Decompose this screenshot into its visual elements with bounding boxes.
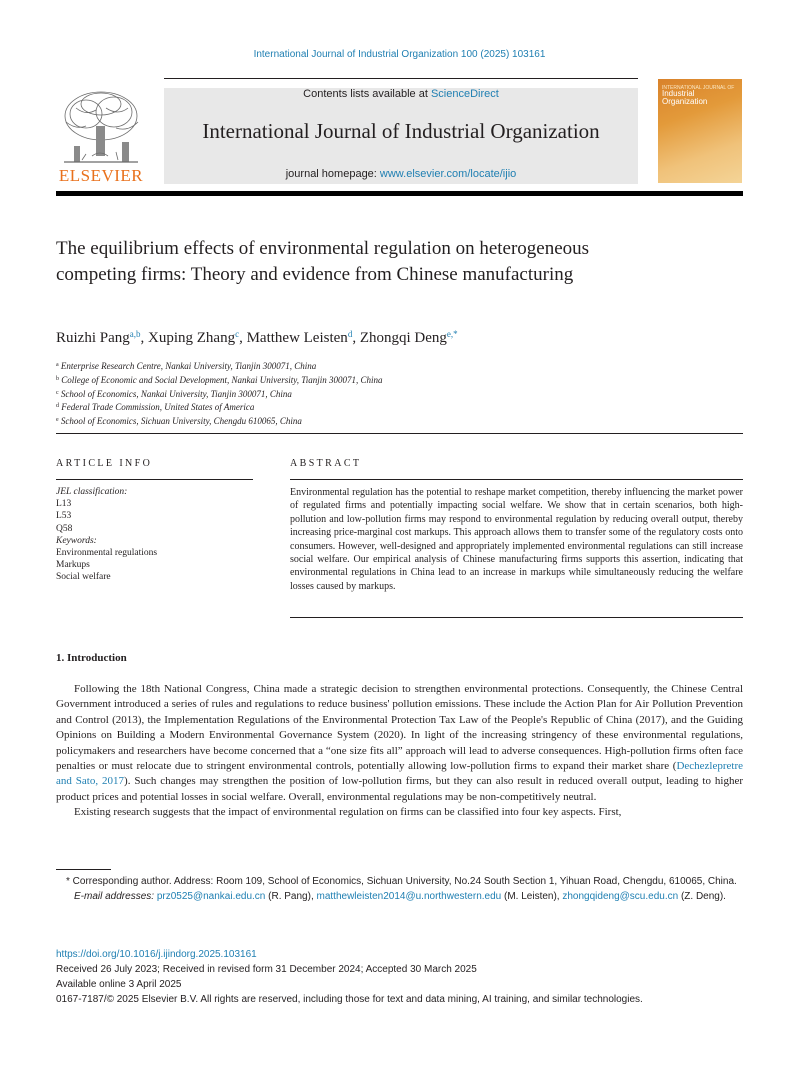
journal-title: International Journal of Industrial Organization — [202, 119, 600, 143]
author-name[interactable]: Ruizhi Pang — [56, 330, 130, 346]
journal-cover-thumbnail[interactable] — [658, 79, 742, 183]
affiliation-item — [56, 359, 743, 373]
contents-prefix: Contents lists available at — [303, 88, 431, 100]
keyword: Environmental regulations — [56, 548, 158, 559]
abstract-bottom-rule — [290, 617, 743, 618]
footnotes — [56, 874, 743, 904]
header-thick-rule — [56, 191, 743, 196]
article-info-rule — [56, 479, 253, 480]
affiliation-item — [56, 373, 743, 387]
author-affiliation-marker[interactable]: c — [235, 329, 240, 339]
homepage-link[interactable]: www.elsevier.com/locate/ijio — [379, 168, 517, 180]
jel-code: L13 — [56, 499, 72, 510]
keywords-label: Keywords: — [56, 535, 97, 546]
affiliation-key: d — [56, 403, 59, 410]
sciencedirect-link[interactable]: ScienceDirect — [430, 88, 499, 100]
paragraph: Existing research suggests that the impact of environmental regulation on firms can be classified into four key aspects. First, — [74, 806, 622, 819]
section-divider — [56, 433, 743, 434]
article-title: The equilibrium effects of environmental regulation on heterogeneous competing firms: Theory and evidence from Chinese manufacturing — [56, 238, 590, 285]
abstract-heading: ABSTRACT — [290, 458, 362, 469]
affiliation-item — [56, 387, 743, 401]
affiliation-key: c — [56, 389, 59, 396]
email-link[interactable]: prz0525@nankai.edu.cn — [156, 891, 266, 902]
jel-code: Q58 — [56, 523, 73, 534]
affiliation-key: b — [56, 375, 59, 382]
article-footer — [56, 947, 743, 1007]
abstract-rule — [290, 479, 743, 480]
jel-code: L53 — [56, 511, 72, 522]
email-link[interactable]: zhongqideng@scu.edu.cn — [562, 891, 679, 902]
author-affiliation-marker[interactable]: e,* — [446, 329, 458, 339]
online-date: Available online 3 April 2025 — [56, 979, 182, 990]
cover-title-text: Industrial Organization — [662, 89, 708, 106]
email-owner: (M. Leisten), — [501, 891, 563, 902]
affiliation-text: School of Economics, Sichuan University, Chengdu 610065, China — [60, 416, 302, 427]
affiliations — [56, 359, 743, 428]
journal-citation[interactable]: International Journal of Industrial Organization 100 (2025) 103161 — [253, 49, 546, 60]
footnote-rule — [56, 869, 111, 870]
affiliation-text: School of Economics, Nankai University, Tianjin 300071, China — [60, 388, 292, 399]
email-label: E-mail addresses: — [74, 891, 155, 902]
article-info-block — [56, 486, 256, 584]
author-affiliation-marker[interactable]: a,b — [129, 329, 141, 339]
affiliation-text: College of Economic and Social Development, Nankai University, Tianjin 300071, China — [61, 374, 383, 385]
keyword: Markups — [56, 560, 90, 571]
journal-homepage — [164, 168, 638, 180]
affiliation-item — [56, 414, 743, 428]
affiliation-text: Enterprise Research Centre, Nankai University, Tianjin 300071, China — [60, 361, 317, 371]
copyright-notice: 0167-7187/© 2025 Elsevier B.V. All rights are reserved, including those for text and data mining, AI training, and similar technologies. — [56, 994, 643, 1005]
article-info-heading: ARTICLE INFO — [56, 458, 153, 469]
header-rule — [164, 78, 638, 79]
paragraph — [56, 682, 743, 805]
author-list: Ruizhi Pang$^{a,b}$, Xuping Zhang$^c$, Matthew Leisten$^d$, Zhongqi Deng$^{e,*}$ — [56, 329, 458, 346]
publisher-wordmark: ELSEVIER — [58, 166, 144, 185]
affiliation-item — [56, 400, 743, 414]
received-dates: Received 26 July 2023; Received in revised form 31 December 2024; Accepted 30 March 2025 — [56, 964, 477, 975]
affiliation-key: a — [56, 362, 59, 368]
doi-link[interactable]: https://doi.org/10.1016/j.ijindorg.2025.103161 — [56, 949, 257, 960]
abstract-text: Environmental regulation has the potential to reshape market competition, thereby influencing the market power of regulated firms and potentially impacting social welfare. We show that in certain scenarios, both high-pollution and low-pollution firms may respond to environmental regulation by reducing overall output, thereby increasing price-marginal cost markups. This approach allows them to transfer some of the regulatory costs onto consumers. However, well-designed and appropriately implemented environmental regulations can still increase social welfare. Our empirical analysis of Chinese manufacturing firms supports this assertion, indicating that environmental regulations in China lead to an increase in markups while simultaneously reducing the welfare losses caused by markups. — [290, 487, 743, 592]
email-link[interactable]: matthewleisten2014@u.northwestern.edu — [316, 891, 502, 902]
paragraph-text: Following the 18th National Congress, China made a strategic decision to strengthen environmental protections. Consequently, the Chinese Central Government introduced a series of rules and regulations to reduce business' pollution emissions. These include the Action Plan for Air Pollution Prevention and Control (2013), the Implementation Regulations of the Environmental Protection Tax Law of the People's Republic of China (2017), and the Guiding Opinions on Building a Modern Environmental Governance System (2020). In light of the increasing stringency of these environmental regulations, policymakers and researchers have become concerned that a “one size fits all” approach will lead to adverse consequences. High-pollution firms often face penalties or must relocate due to stringent environmental controls, potentially allowing low-pollution firms to expand their market share ( — [56, 683, 743, 773]
email-owner: (Z. Deng). — [678, 891, 726, 902]
section-heading-introduction: 1. Introduction — [56, 652, 127, 664]
email-addresses — [56, 889, 743, 904]
introduction-body — [56, 682, 743, 821]
author-name[interactable]: Zhongqi Deng — [359, 330, 447, 346]
contents-line — [164, 88, 638, 100]
homepage-prefix: journal homepage: — [285, 168, 380, 180]
affiliation-key: e — [56, 417, 59, 424]
keyword: Social welfare — [56, 572, 111, 583]
author-name[interactable]: Matthew Leisten — [246, 330, 348, 346]
corresponding-author-note: * Corresponding author. Address: Room 109, School of Economics, Sichuan University, No.24 South Section 1, Yihuan Road, Chengdu, 610065, China. — [66, 876, 737, 887]
paragraph-text: ). Such changes may strengthen the position of low-pollution firms, but they can also result in reduced overall output, leading to higher product prices and potential losses in social welfare. Overall, environmental regulations may be non-competitively neutral. — [56, 775, 743, 803]
jel-label: JEL classification: — [56, 487, 128, 497]
email-owner: (R. Pang), — [265, 891, 317, 902]
cover-small-text: INTERNATIONAL JOURNAL OF — [662, 85, 735, 91]
author-name[interactable]: Xuping Zhang — [148, 330, 236, 346]
author-affiliation-marker[interactable]: d — [347, 329, 353, 339]
affiliation-text: Federal Trade Commission, United States of America — [61, 402, 255, 413]
citation-link[interactable]: Dechezlepretre and Sato, 2017 — [56, 760, 743, 788]
